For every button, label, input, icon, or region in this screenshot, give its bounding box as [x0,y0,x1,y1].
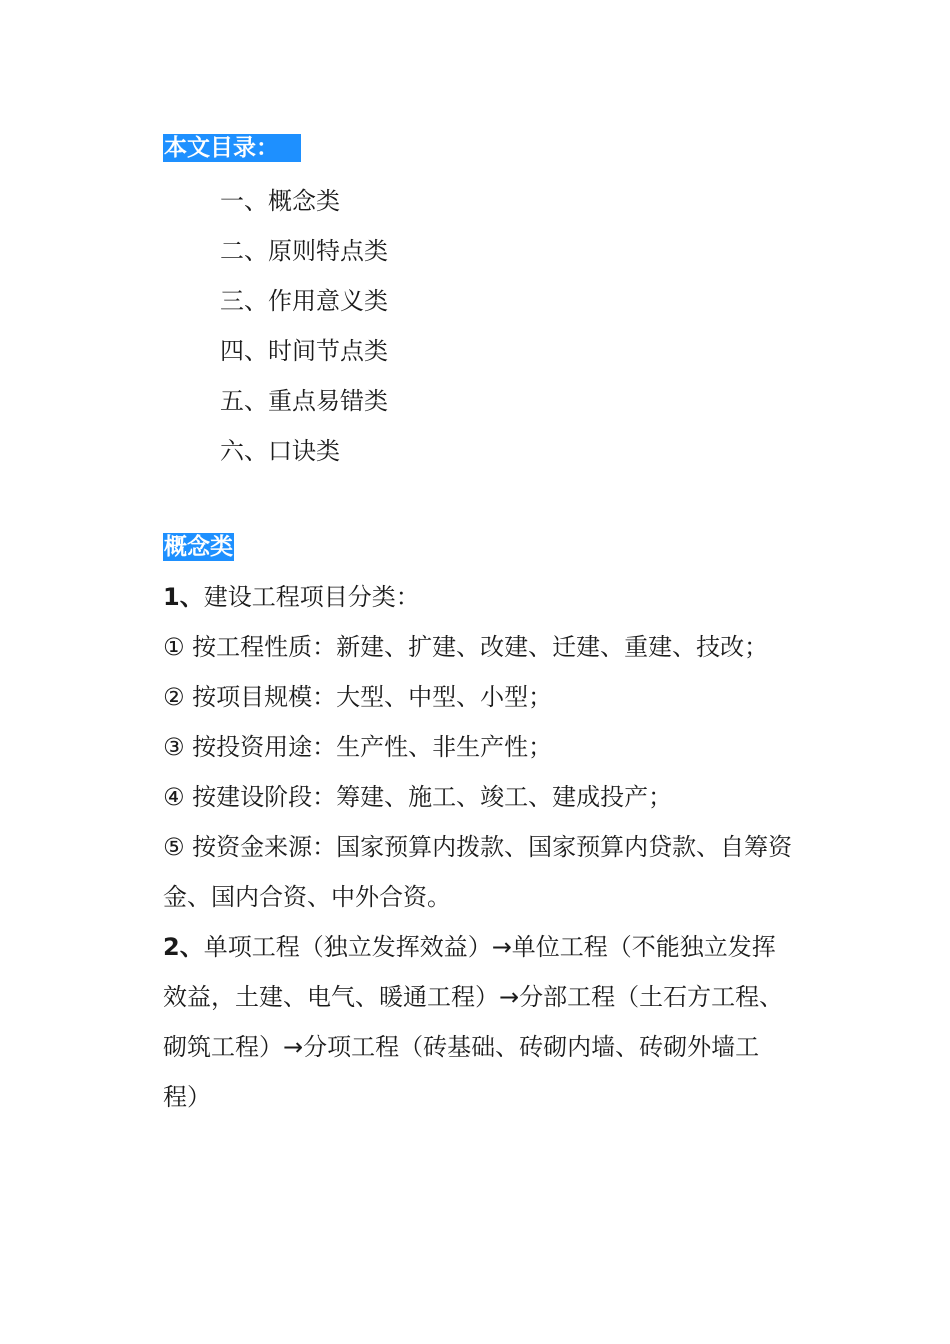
item-2-paragraph [163,922,793,1122]
toc-item: 五、重点易错类 [220,387,388,415]
classification-line: ② 按项目规模：大型、中型、小型； [163,683,553,711]
item-1-title [163,572,793,622]
toc-item: 四、时间节点类 [220,337,388,365]
section-heading: 概念类 [164,534,233,560]
toc-item: 六、口诀类 [220,437,340,465]
item-2-text: 单项工程（独立发挥效益）→单位工程（不能独立发挥效益，土建、电气、暖通工程）→分部工程（土石方工程、砌筑工程）→分项工程（砖基础、砖砌内墙、砖砌外墙工程） [163,933,784,1111]
toc-item: 三、作用意义类 [220,287,388,315]
item-2-number: 2、 [163,933,204,961]
table-of-contents [220,176,388,476]
classification-line: ④ 按建设阶段：筹建、施工、竣工、建成投产； [163,783,673,811]
classification-line: ⑤ 按资金来源：国家预算内拨款、国家预算内贷款、自筹资金、国内合资、中外合资。 [163,833,793,911]
toc-item: 一、概念类 [220,187,340,215]
section-content [163,572,793,1122]
item-1-number: 1、 [163,583,204,611]
toc-item: 二、原则特点类 [220,237,388,265]
toc-heading: 本文目录： [163,134,301,162]
classification-line: ① 按工程性质：新建、扩建、改建、迁建、重建、技改； [163,633,769,661]
classification-line: ③ 按投资用途：生产性、非生产性； [163,733,553,761]
item-1-title-text: 建设工程项目分类： [203,583,420,611]
